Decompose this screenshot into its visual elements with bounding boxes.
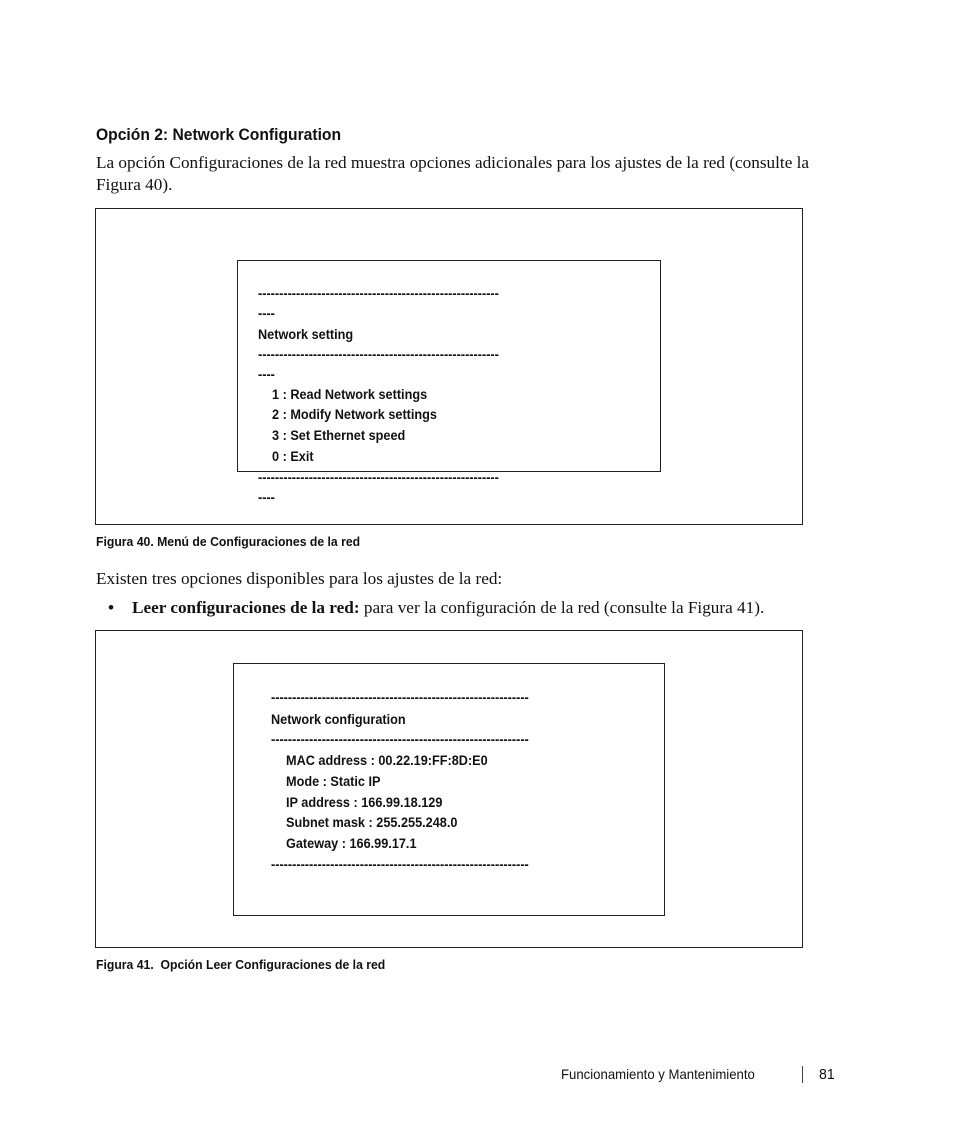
intro-paragraph: La opción Configuraciones de la red muestra opciones adicionales para los ajustes de la red (consulte la Figura 40). (96, 153, 810, 194)
console-divider: --------------------------------------------------------- (258, 347, 499, 362)
figure-41-caption: Figura 41. Opción Leer Configuraciones de la red (96, 957, 386, 972)
console-divider: --------------------------------------------------------- (258, 286, 499, 301)
options-intro: Existen tres opciones disponibles para los ajustes de la red: (96, 569, 503, 588)
footer-section-title: Funcionamiento y Mantenimiento (561, 1066, 755, 1082)
console-config-line: Mode : Static IP (286, 774, 381, 789)
console-menu-title: Network configuration (271, 712, 406, 727)
console-divider-tail: ---- (258, 306, 275, 321)
console-divider-tail: ---- (258, 490, 275, 505)
console-divider: ------------------------------------------------------------- (271, 690, 529, 705)
bullet-term: Leer configuraciones de la red: (132, 598, 360, 617)
console-divider: ------------------------------------------------------------- (271, 732, 529, 747)
console-divider: ------------------------------------------------------------- (271, 857, 529, 872)
section-heading: Opción 2: Network Configuration (96, 125, 342, 144)
console-divider: --------------------------------------------------------- (258, 470, 499, 485)
console-config-line: MAC address : 00.22.19:FF:8D:E0 (286, 753, 488, 768)
console-config-line: Gateway : 166.99.17.1 (286, 836, 417, 851)
console-config-line: IP address : 166.99.18.129 (286, 795, 443, 810)
bullet-description: para ver la configuración de la red (consulte la Figura 41). (359, 598, 765, 617)
console-menu-title: Network setting (258, 327, 354, 342)
bullet-marker: • (108, 598, 115, 617)
page-number: 81 (819, 1066, 835, 1083)
console-divider-tail: ---- (258, 367, 275, 382)
bullet-item-read-settings (108, 597, 764, 619)
console-menu-option: 2 : Modify Network settings (272, 407, 437, 422)
footer-separator (802, 1066, 803, 1083)
figure-40-caption: Figura 40. Menú de Configuraciones de la red (96, 534, 361, 549)
console-config-line: Subnet mask : 255.255.248.0 (286, 815, 458, 830)
console-menu-option: 1 : Read Network settings (272, 387, 428, 402)
console-menu-option: 3 : Set Ethernet speed (272, 428, 406, 443)
console-menu-option: 0 : Exit (272, 449, 314, 464)
